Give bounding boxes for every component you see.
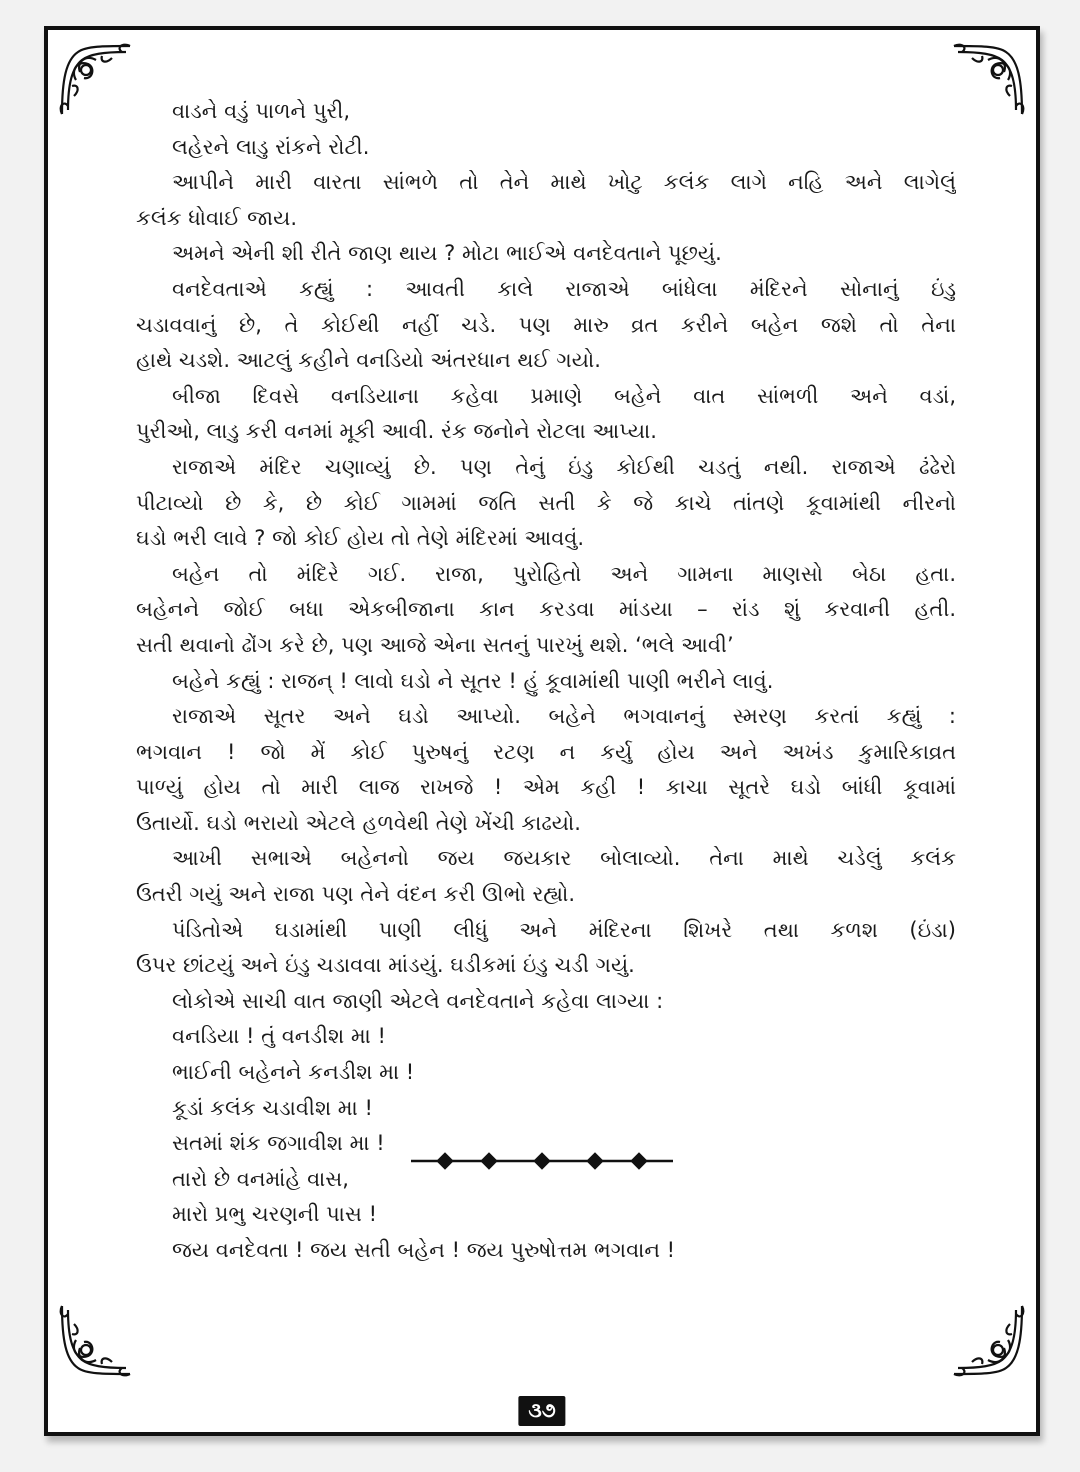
ornamental-corner-icon: [948, 1300, 1028, 1380]
text-line: બહેનને જોઈ બધા એકબીજાના કાન કરડવા માંડયા – રાંડ શું કરવાની હતી.: [136, 597, 956, 622]
text-line: જય વનદેવતા ! જય સતી બહેન ! જય પુરુષોત્તમ ભગવાન !: [172, 1238, 676, 1262]
text-line: ચડાવવાનું છે, તે કોઈથી નહીં ચડે. પણ મારુ વ્રત કરીને બહેન જશે તો તેના: [136, 312, 956, 337]
text-line: કલંક ધોવાઈ જાય.: [136, 205, 297, 230]
text-line: વનડિયા ! તું વનડીશ મા !: [172, 1024, 386, 1049]
text-line: ઉતરી ગયું અને રાજા પણ તેને વંદન કરી ઊભો રહ્યો.: [136, 882, 575, 907]
text-line: ભાઈની બહેનને કનડીશ મા !: [172, 1060, 415, 1085]
text-line: મારો પ્રભુ ચરણની પાસ !: [172, 1202, 378, 1227]
text-line: લહેરને લાડુ રાંકને રોટી.: [172, 134, 370, 159]
text-line: ઉતાર્યો. ઘડો ભરાયો એટલે હળવેથી તેણે ખેંચી કાઢયો.: [136, 810, 581, 835]
text-line: ભગવાન ! જો મેં કોઈ પુરુષનું રટણ ન કર્યુ હોય અને અખંડ કુમારિકાવ્રત: [136, 739, 956, 764]
text-line: લોકોએ સાચી વાત જાણી એટલે વનદેવતાને કહેવા લાગ્યા :: [172, 988, 664, 1013]
text-line: અમને એની શી રીતે જાણ થાય ? મોટા ભાઈએ વનદેવતાને પૂછયું.: [172, 241, 722, 266]
text-line: પીટાવ્યો છે કે, છે કોઈ ગામમાં જતિ સતી કે જે કાચે તાંતણે કૂવામાંથી નીરનો: [136, 490, 956, 515]
ornamental-corner-icon: [56, 40, 136, 120]
text-line: બીજા દિવસે વનડિયાના કહેવા પ્રમાણે બહેને વાત સાંભળી અને વડાં,: [172, 383, 956, 408]
ornamental-divider-icon: [48, 1148, 1036, 1178]
text-line: આખી સભાએ બહેનનો જય જયકાર બોલાવ્યો. તેના માથે ચડેલું કલંક: [172, 846, 956, 871]
text-line: બહેને કહ્યું : રાજન્ ! લાવો ઘડો ને સૂતર ! હું કૂવામાંથી પાણી ભરીને લાવું.: [172, 668, 774, 693]
story-text: [136, 94, 956, 1269]
text-line: ઉપર છાંટયું અને ઇંડુ ચડાવવા માંડયું. ઘડીકમાં ઇંડુ ચડી ગયું.: [136, 953, 635, 978]
text-line: વાડને વડું પાળને પુરી,: [172, 99, 351, 123]
page-number: ૩૭: [518, 1396, 565, 1426]
text-line: વનદેવતાએ કહ્યું : આવતી કાલે રાજાએ બાંધેલા મંદિરને સોનાનું ઇંડુ: [172, 276, 956, 301]
text-line: તારો છે વનમાંહે વાસ,: [172, 1166, 349, 1191]
text-line: બહેન તો મંદિરે ગઈ. રાજા, પુરોહિતો અને ગામના માણસો બેઠા હતા.: [172, 561, 956, 586]
book-page: [44, 26, 1040, 1436]
text-line: આપીને મારી વારતા સાંભળે તો તેને માથે ખોટુ કલંક લાગે નહિ અને લાગેલું: [172, 170, 956, 195]
text-line: ઘડો ભરી લાવે ? જો કોઈ હોય તો તેણે મંદિરમાં આવવું.: [136, 526, 585, 551]
text-line: પાળ્યું હોય તો મારી લાજ રાખજે ! એમ કહી ! કાચા સૂતરે ઘડો બાંધી કૂવામાં: [136, 775, 956, 800]
ornamental-corner-icon: [948, 40, 1028, 120]
text-line: હાથે ચડશે. આટલું કહીને વનડિયો અંતરધાન થઈ ગયો.: [136, 348, 601, 373]
text-line: રાજાએ સૂતર અને ઘડો આપ્યો. બહેને ભગવાનનું સ્મરણ કરતાં કહ્યું :: [172, 704, 956, 729]
text-line: કૂડાં કલંક ચડાવીશ મા !: [172, 1095, 373, 1120]
text-line: સતી થવાનો ઢોંગ કરે છે, પણ આજે એના સતનું પારખું થશે. ‘ભલે આવી’: [136, 632, 734, 657]
text-line: સતમાં શંક જગાવીશ મા !: [172, 1131, 385, 1156]
text-line: પંડિતોએ ઘડામાંથી પાણી લીધું અને મંદિરના શિખરે તથા કળશ (ઇંડા): [172, 917, 956, 942]
ornamental-corner-icon: [56, 1300, 136, 1380]
text-line: પુરીઓ, લાડુ કરી વનમાં મૂકી આવી. રંક જનોને રોટલા આપ્યા.: [136, 419, 657, 444]
text-line: રાજાએ મંદિર ચણાવ્યું છે. પણ તેનું ઇંડુ કોઈથી ચડતું નથી. રાજાએ ઢંઢેરો: [172, 454, 956, 479]
